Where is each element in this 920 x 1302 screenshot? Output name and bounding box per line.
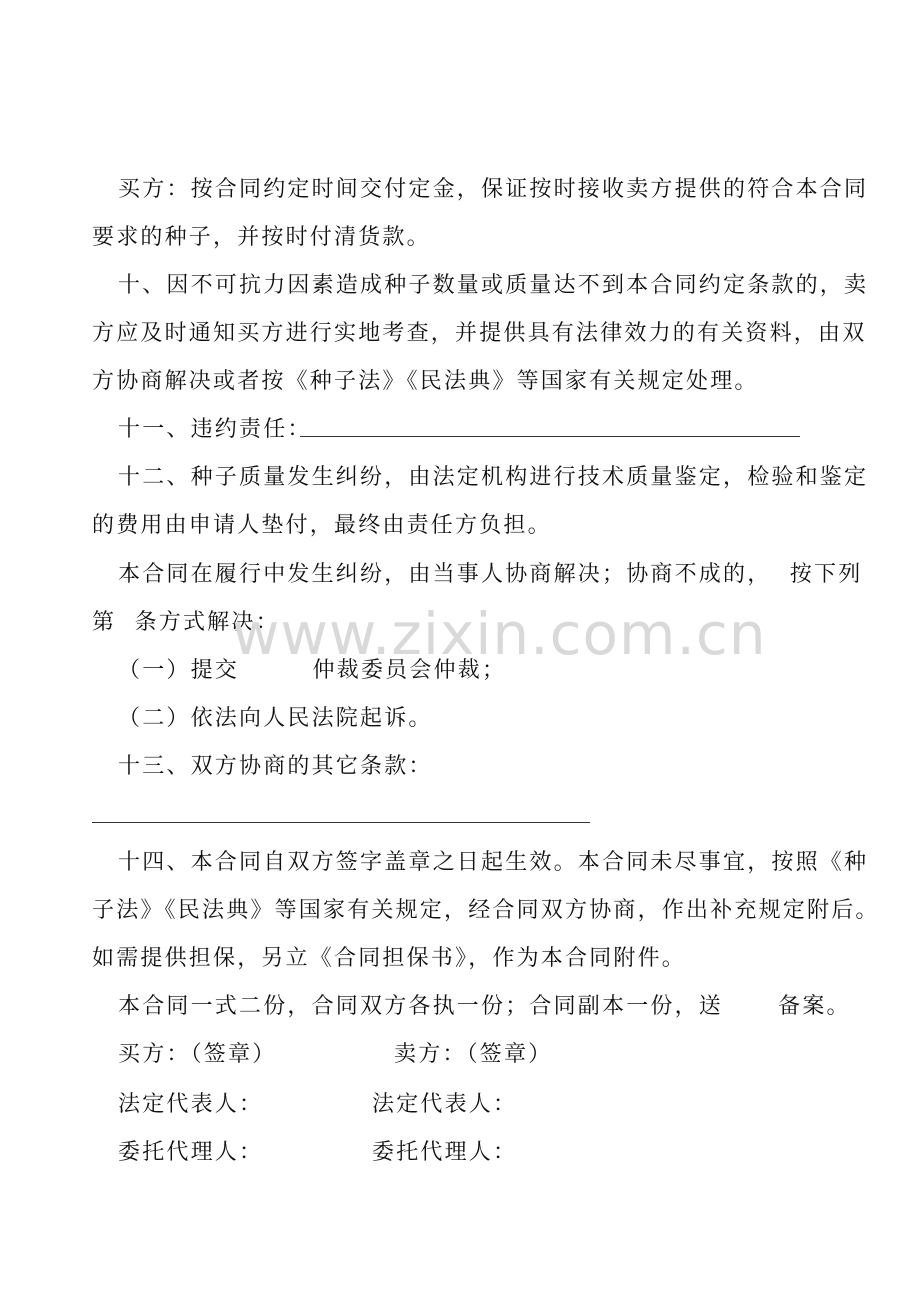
clause-14-line-3: 如需提供担保，另立《合同担保书》，作为本合同附件。 [92,946,687,971]
dispute-line-1: 本合同在履行中发生纠纷，由当事人协商解决；协商不成的， 按下列 [118,562,863,587]
clause-14-line-2: 子法》《民法典》等国家有关规定，经合同双方协商，作出补充规定附后。 [92,898,880,923]
option-2: （二）依法向人民法院起诉。 [118,706,433,731]
clause-11: 十一、违约责任： [118,417,312,442]
clause-14-line-1: 十四、本合同自双方签字盖章之日起生效。本合同未尽事宜，按照《种 [118,850,869,875]
seller-signature: 卖方：（签章） [394,1042,553,1067]
seller-agent: 委托代理人： [372,1140,518,1165]
clause-11-blank-line [300,436,800,437]
seller-representative: 法定代表人： [372,1092,518,1117]
site-watermark: www.zixin.com.cn [232,600,767,668]
clause-12-line-1: 十二、种子质量发生纠纷，由法定机构进行技术质量鉴定，检验和鉴定 [118,465,869,490]
clause-13-blank-line [92,822,590,823]
clause-13: 十三、双方协商的其它条款： [118,754,433,779]
clause-12-line-2: 的费用由申请人垫付，最终由责任方负担。 [92,513,552,538]
clause-10-line-3: 方协商解决或者按《种子法》《民法典》等国家有关规定处理。 [92,369,759,394]
buyer-signature: 买方：（签章） [118,1042,277,1067]
buyer-representative: 法定代表人： [118,1092,264,1117]
option-1: （一）提交 仲裁委员会仲裁； [118,658,507,683]
clause-10-line-1: 十、因不可抗力因素造成种子数量或质量达不到本合同约定条款的，卖 [118,273,869,298]
clause-10-line-2: 方应及时通知买方进行实地考查，并提供具有法律效力的有关资料，由双 [92,321,867,346]
copies-clause: 本合同一式二份，合同双方各执一份；合同副本一份，送 备案。 [118,994,851,1019]
buyer-obligation-line-1: 买方：按合同约定时间交付定金，保证按时接收卖方提供的符合本合同 [118,177,869,202]
dispute-line-2: 第 条方式解决： [92,610,280,635]
buyer-agent: 委托代理人： [118,1140,264,1165]
buyer-obligation-line-2: 要求的种子，并按时付清货款。 [92,225,431,250]
